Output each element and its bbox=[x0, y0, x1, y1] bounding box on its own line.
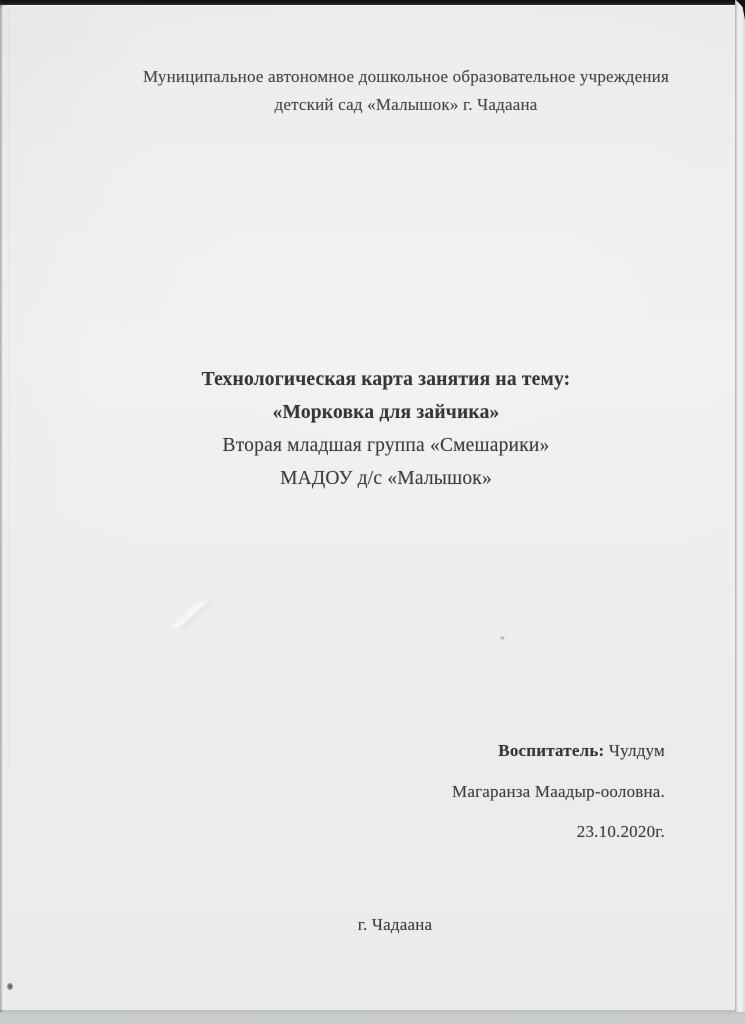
lesson-title-line: Технологическая карта занятия на тему: bbox=[201, 369, 571, 390]
paper-speck bbox=[7, 983, 13, 990]
date-line: 23.10.2020г. bbox=[576, 822, 665, 841]
author-role-line bbox=[245, 731, 665, 772]
institution-header bbox=[62, 63, 745, 119]
institution-name-line: Муниципальное автономное дошкольное образовательное учреждения bbox=[143, 67, 669, 86]
scanner-edge-top bbox=[0, 0, 745, 5]
lesson-title-block bbox=[30, 363, 742, 495]
group-name-line: Вторая младшая группа «Смешарики» bbox=[222, 435, 550, 456]
scanner-edge-left bbox=[0, 0, 3, 1012]
institution-city-line: детский сад «Малышок» г. Чадаана bbox=[274, 95, 538, 114]
author-name-line: Магаранза Маадыр-ооловна. bbox=[452, 781, 665, 801]
author-first-name: Чулдум bbox=[604, 741, 665, 760]
paper-sheet bbox=[0, 5, 737, 1011]
scanner-edge-bottom bbox=[0, 1010, 745, 1024]
author-block bbox=[245, 731, 665, 853]
author-role-label: Воспитатель: bbox=[498, 741, 605, 760]
paper-crease bbox=[158, 596, 222, 634]
scanner-edge-right bbox=[735, 0, 745, 1012]
paper-speck bbox=[500, 636, 505, 640]
footer-city: г. Чадаана bbox=[357, 915, 433, 934]
organization-line: МАДОУ д/с «Малышок» bbox=[280, 468, 492, 489]
lesson-topic-line: «Морковка для зайчика» bbox=[272, 402, 500, 423]
paper-fold-line bbox=[8, 10, 13, 770]
